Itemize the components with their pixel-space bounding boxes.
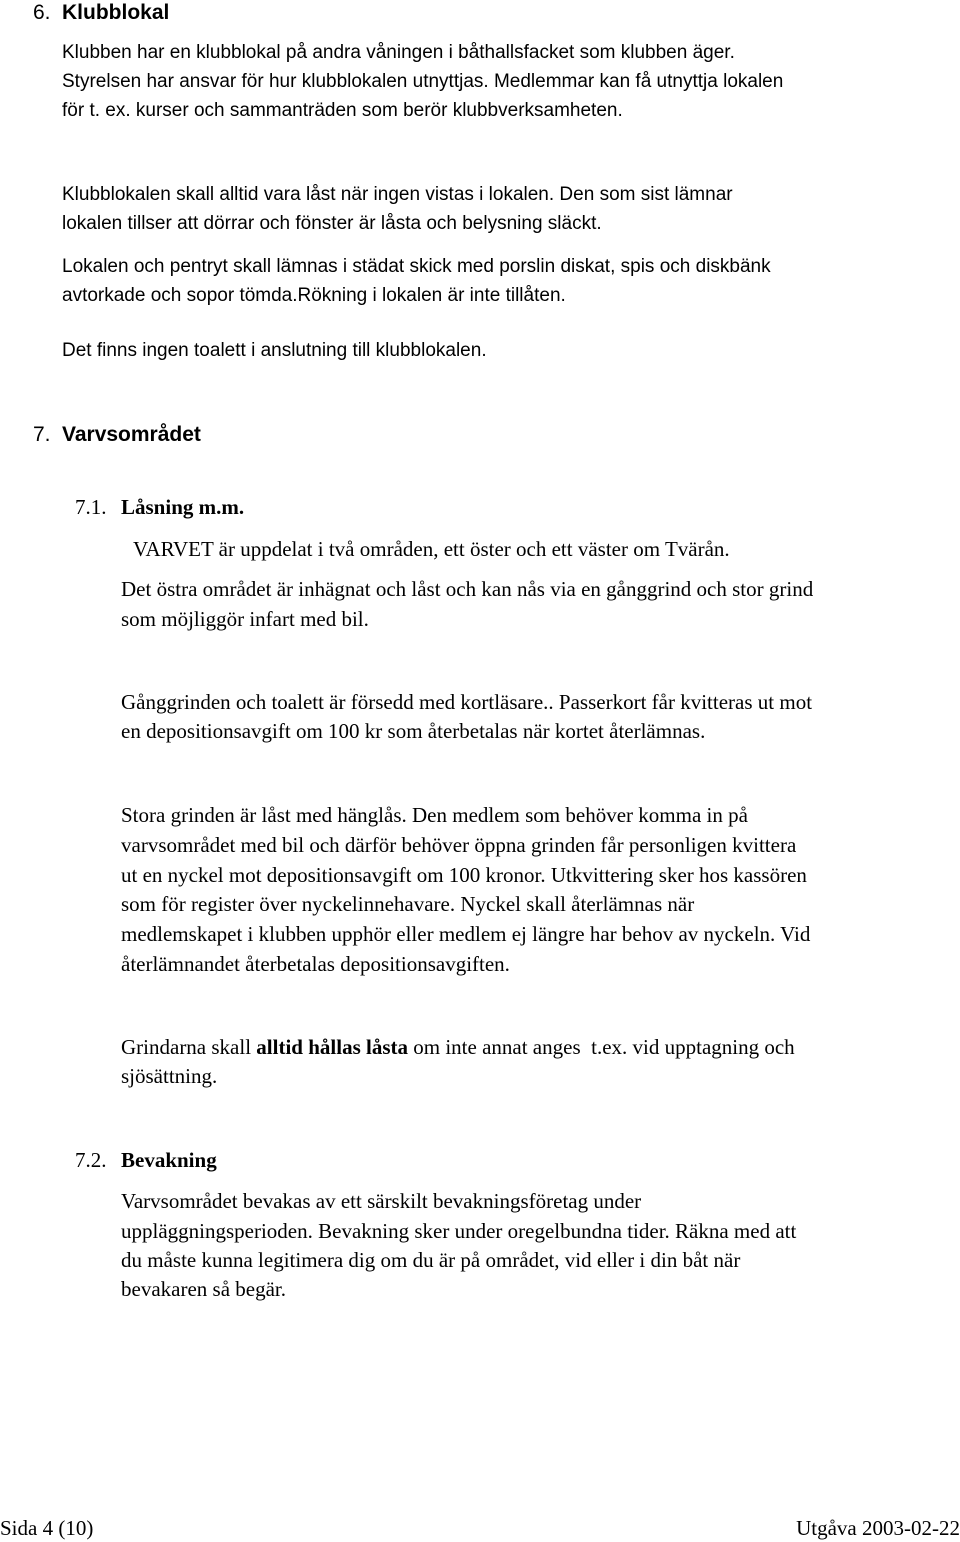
subsection-7-1-title: Låsning m.m. [121, 495, 245, 519]
section-6-para-2-line-1: Klubblokalen skall alltid vara låst när ingen vistas i lokalen. Den som sist lämnar [62, 184, 733, 205]
subsection-7-1-para-2-line-1: Gånggrinden och toalett är försedd med kortläsare.. Passerkort får kvitteras ut mot [121, 690, 813, 714]
subsection-7-2-para-line-3: du måste kunna legitimera dig om du är på området, vid eller i din båt när [121, 1248, 741, 1272]
para-4-text-before: Grindarna skall [121, 1035, 257, 1059]
subsection-7-2-para-line-2: uppläggningsperioden. Bevakning sker under oregelbundna tider. Räkna med att [121, 1219, 797, 1243]
subsection-7-1-para-3-line-2: varvsområdet med bil och därför behöver öppna grinden får personligen kvittera [121, 833, 797, 857]
section-6-number: 6. [33, 1, 51, 24]
subsection-7-2-number: 7.2. [75, 1148, 107, 1172]
subsection-7-1-para-1-line-2: som möjliggör infart med bil. [121, 607, 369, 631]
subsection-7-1-para-3-line-5: medlemskapet i klubben upphör eller medlem ej längre har behov av nyckeln. Vid [121, 922, 811, 946]
subsection-7-2-title: Bevakning [121, 1148, 217, 1172]
footer-page-number: Sida 4 (10) [0, 1516, 94, 1540]
para-4-text-after: om inte annat anges t.ex. vid upptagning och [408, 1035, 795, 1059]
subsection-7-1-para-3-line-3: ut en nyckel mot depositionsavgift om 100 kronor. Utkvittering sker hos kassören [121, 863, 807, 887]
section-6-para-1-line-3: för t. ex. kurser och sammanträden som berör klubbverksamheten. [62, 100, 623, 121]
subsection-7-1-para-4-line-1 [121, 1032, 795, 1062]
section-6-title: Klubblokal [62, 1, 170, 24]
subsection-7-1-para-3-line-4: som för register över nyckelinnehavare. Nyckel skall återlämnas när [121, 892, 695, 916]
section-6-para-2-line-2: lokalen tillser att dörrar och fönster är låsta och belysning släckt. [62, 213, 602, 234]
subsection-7-1-para-3-line-6: återlämnandet återbetalas depositionsavgiften. [121, 952, 510, 976]
section-7-number: 7. [33, 423, 51, 446]
subsection-7-2-para-line-4: bevakaren så begär. [121, 1277, 286, 1301]
footer-edition: Utgåva 2003-02-22 [796, 1516, 960, 1540]
section-6-para-1-line-1: Klubben har en klubblokal på andra våningen i båthallsfacket som klubben äger. [62, 42, 735, 63]
subsection-7-1-para-1-line-1: Det östra området är inhägnat och låst och kan nås via en gånggrind och stor grind [121, 577, 814, 601]
subsection-7-1-para-4-line-2: sjösättning. [121, 1064, 218, 1088]
section-6-para-4: Det finns ingen toalett i anslutning till klubblokalen. [62, 340, 487, 361]
section-6-para-3-line-1: Lokalen och pentryt skall lämnas i städat skick med porslin diskat, spis och diskbänk [62, 256, 771, 277]
subsection-7-1-number: 7.1. [75, 495, 107, 519]
para-4-emphasis: alltid hållas låsta [256, 1035, 408, 1059]
subsection-7-1-line-1: VARVET är uppdelat i två områden, ett öster och ett väster om Tvärån. [133, 537, 730, 561]
section-6-para-3-line-2: avtorkade och sopor tömda.Rökning i lokalen är inte tillåten. [62, 285, 566, 306]
section-6-para-1-line-2: Styrelsen har ansvar för hur klubblokalen utnyttjas. Medlemmar kan få utnyttja lokalen [62, 71, 784, 92]
subsection-7-1-para-3-line-1: Stora grinden är låst med hänglås. Den medlem som behöver komma in på [121, 803, 748, 827]
subsection-7-1-para-2-line-2: en depositionsavgift om 100 kr som återbetalas när kortet återlämnas. [121, 719, 706, 743]
section-7-title: Varvsområdet [62, 423, 201, 446]
subsection-7-2-para-line-1: Varvsområdet bevakas av ett särskilt bevakningsföretag under [121, 1189, 642, 1213]
